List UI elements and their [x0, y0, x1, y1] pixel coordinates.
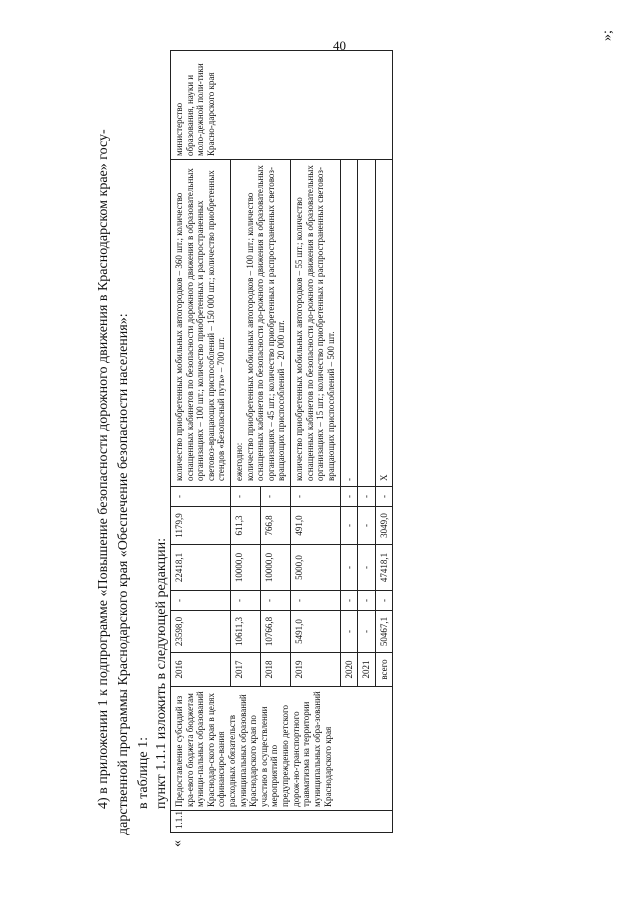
result-cell: Х — [375, 160, 393, 487]
amount-vb: - — [291, 487, 340, 507]
amount-mb: 1179,9 — [171, 507, 231, 545]
year-cell: всего — [375, 653, 393, 687]
amount-fb: - — [358, 591, 376, 611]
amount-kb: 22418,1 — [171, 545, 231, 591]
page-number: 40 — [333, 38, 346, 53]
executor: министерство образования, науки и моло-дежной поли-тики Красно-дарского края — [171, 51, 393, 160]
amount-mb: - — [340, 507, 358, 545]
amount-vb: - — [358, 487, 376, 507]
amount-kb: - — [340, 545, 358, 591]
amount-mb: 766,8 — [261, 507, 291, 545]
program-table — [170, 50, 393, 833]
amount-mb: 3049,0 — [375, 507, 393, 545]
amount-total: - — [358, 611, 376, 653]
amount-fb: - — [261, 591, 291, 611]
result-cell — [231, 160, 291, 487]
amount-vb: - — [340, 487, 358, 507]
intro-line-1: 4) в приложении 1 к подпрограмме «Повышение безопасности дорожного движения в Краснодарском крае» госу- — [96, 129, 111, 809]
intro-line-4: пункт 1.1.1 изложить в следующей редакции: — [154, 538, 169, 809]
amount-total: - — [340, 611, 358, 653]
closing-quote: »; — [600, 30, 615, 41]
amount-vb: - — [171, 487, 231, 507]
amount-fb: - — [291, 591, 340, 611]
result-cell: - — [340, 160, 358, 487]
amount-mb: - — [358, 507, 376, 545]
amount-fb: - — [375, 591, 393, 611]
amount-total: 10611,3 — [231, 611, 261, 653]
amount-total: 10766,8 — [261, 611, 291, 653]
result-cell — [358, 160, 376, 487]
measure-name: Предоставление субсидий из кра-евого бюджета бюджетам муници-пальных образований Краснодар-ского края в целях софинансиро-вания расходных обязательств муниципальных образований Краснодарского края по участию в осуществлении мероприятий по предупреждению детского дорож-но-транспортного травматизма на территории муниципальных обра-зований Краснодарского края — [171, 687, 393, 811]
result-cell: количество приобретенных мобильных автогородков – 360 шт.; количество оснащенных кабинетов по безопасности дорожного движения в образовательных организациях – 100 шт.; количество приобретенных и распространенных световоз-вращающих приспособлений – 150 000 шт.; количество приобретенных стендов «Безопасный путь» – 700 шт. — [171, 160, 231, 487]
intro-line-2: дарственной программы Краснодарского края «Обеспечение безопасности населения»: — [116, 313, 131, 835]
result-annual-list: количество приобретенных мобильных автогородков – 100 шт.; количество оснащенных кабинетов по безопасности до-рожного движения в образовательных организациях – 45 шт.; количество приобретенных и распространенных световоз-вращающих приспособлений – 20 000 шт. — [244, 165, 287, 481]
year-cell: 2018 — [261, 653, 291, 687]
amount-mb: 491,0 — [291, 507, 340, 545]
amount-fb: - — [171, 591, 231, 611]
amount-fb: - — [340, 591, 358, 611]
amount-vb: - — [261, 487, 291, 507]
amount-vb: - — [231, 487, 261, 507]
amount-total: 23598,0 — [171, 611, 231, 653]
opening-quote: « — [170, 840, 185, 847]
amount-vb: - — [375, 487, 393, 507]
amount-kb: - — [358, 545, 376, 591]
amount-kb: 10000,0 — [261, 545, 291, 591]
amount-mb: 611,3 — [231, 507, 261, 545]
year-cell: 2019 — [291, 653, 340, 687]
amount-total: 5491,0 — [291, 611, 340, 653]
result-cell: количество приобретенных мобильных автогородков – 55 шт.; количество оснащенных кабинетов по безопасности до-рожного движения в образовательных организациях – 15 шт.; количество приобретенных и распространенных световоз-вращающих приспособлений – 500 шт. — [291, 160, 340, 487]
amount-kb: 5000,0 — [291, 545, 340, 591]
year-cell: 2020 — [340, 653, 358, 687]
row-number: 1.1.1 — [171, 811, 393, 833]
amount-kb: 47418,1 — [375, 545, 393, 591]
amount-fb: - — [231, 591, 261, 611]
year-cell: 2021 — [358, 653, 376, 687]
table-row — [171, 51, 231, 833]
amount-total: 50467,1 — [375, 611, 393, 653]
year-cell: 2017 — [231, 653, 261, 687]
year-cell: 2016 — [171, 653, 231, 687]
amount-kb: 10000,0 — [231, 545, 261, 591]
intro-line-3: в таблице 1: — [136, 737, 151, 809]
result-annual-label: ежегодно: — [234, 442, 245, 481]
